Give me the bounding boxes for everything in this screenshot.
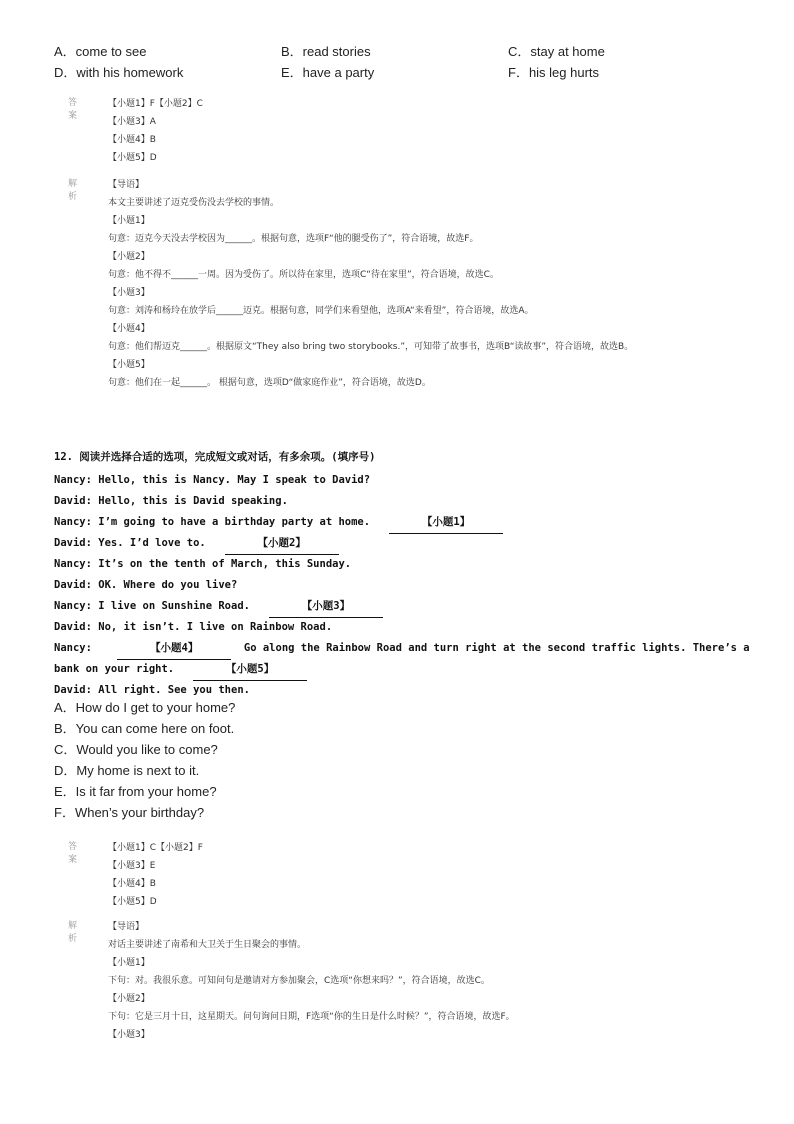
dialog-speaker: Nancy: [54,642,92,654]
q11-options [54,40,754,82]
option-f: F．When’s your birthday? [54,805,205,820]
answer-line: 【小题4】B [108,135,156,145]
option-a: A．come to see [54,44,147,59]
dialog-line [54,659,724,680]
blank-3[interactable]: 【小题3】 [269,596,383,618]
option-c: C．stay at home [508,44,605,59]
dialog-text: David: Hello, this is David speaking. [54,495,288,507]
dialog-text: Nancy: Hello, this is Nancy. May I speak to David? [54,474,371,486]
option-d: D．with his homework [54,65,184,80]
dialog-line [54,638,750,659]
answer-line: 【小题5】D [108,153,157,163]
analysis-line: 【小题3】 [108,288,150,298]
analysis-line: 句意：迈克今天没去学校因为______。根据句意，选项F“他的腿受伤了”，符合语境，故选F。 [108,234,479,244]
analysis-line: 下句：对。我很乐意。可知问句是邀请对方参加聚会，C选项“你想来吗？”，符合语境，故选C。 [108,976,490,986]
blank-4[interactable]: 【小题4】 [117,638,231,660]
dialog-text: Go along the Rainbow Road and turn right at the second traffic lights. There’s a [243,642,750,654]
answer-line: 【小题5】D [108,897,157,907]
analysis-line: 句意：他们在一起______。 根据句意，选项D“做家庭作业”，符合语境，故选D。 [108,378,431,388]
blank-1[interactable]: 【小题1】 [389,512,503,534]
question-title: 12. 阅读并选择合适的选项，完成短文或对话，有多余项。(填序号) [54,451,376,463]
option-b: B．You can come here on foot. [54,721,235,736]
analysis-line: 【导语】 [108,180,145,190]
analysis-line: 句意：他不得不______一周。因为受伤了。所以待在家里，选项C“待在家里”，符合语境，故选C。 [108,270,499,280]
answer-line: 【小题3】E [108,861,156,871]
analysis-line: 句意：刘涛和杨玲在放学后______迈克。根据句意，同学们来看望他，选项A“来看望”，符合语境，故选A。 [108,306,534,316]
blank-5[interactable]: 【小题5】 [193,659,307,681]
analysis-line: 【小题2】 [108,994,150,1004]
dialog-text: bank on your right. [54,663,175,675]
analysis-label: 解析 [68,179,82,202]
dialog-text: David: No, it isn’t. I live on Rainbow Road. [54,621,333,633]
analysis-line: 对话主要讲述了南希和大卫关于生日聚会的事情。 [108,940,307,950]
analysis-line: 【小题1】 [108,216,150,226]
dialog-line [54,596,724,617]
answer-line: 【小题1】C【小题2】F [108,843,203,853]
dialog-line [54,470,724,491]
analysis-line: 【小题1】 [108,958,150,968]
dialog-line: David: All right. See you then. [54,684,250,696]
dialog-line [54,491,724,512]
dialog-text: Nancy: I live on Sunshine Road. [54,600,250,612]
answer-label: 答案 [68,98,82,121]
option-b: B．read stories [281,44,371,59]
dialog-text: Nancy: It’s on the tenth of March, this Sunday. [54,558,352,570]
option-row [54,61,754,82]
analysis-line: 句意：他们帮迈克______。根据原文“They also bring two storybooks.”，可知带了故事书，选项B“读故事”，符合语境，故选B。 [108,342,634,352]
analysis-line: 【小题5】 [108,360,150,370]
option-e: E．Is it far from your home? [54,784,217,799]
analysis-line: 【小题3】 [108,1030,150,1040]
analysis-line: 下句：它是三月十日，这星期天。问句询问日期，F选项“你的生日是什么时候？”，符合语境，故选F。 [108,1012,515,1022]
dialog-text: David: Yes. I’d love to. [54,537,206,549]
blank-2[interactable]: 【小题2】 [225,533,339,555]
dialog-line [54,512,724,533]
option-a: A．How do I get to your home? [54,700,236,715]
option-c: C．Would you like to come? [54,742,218,757]
analysis-line: 本文主要讲述了迈克受伤没去学校的事情。 [108,198,280,208]
analysis-line: 【小题2】 [108,252,150,262]
dialog-line [54,575,724,596]
option-d: D．My home is next to it. [54,763,200,778]
q12-dialog [54,470,750,701]
answer-label: 答案 [68,842,82,865]
q12-options [54,697,235,823]
answer-line: 【小题4】B [108,879,156,889]
dialog-line [54,554,724,575]
dialog-text: David: OK. Where do you live? [54,579,238,591]
option-f: F．his leg hurts [508,65,600,80]
answer-line: 【小题1】F【小题2】C [108,99,203,109]
option-row [54,40,754,61]
analysis-line: 【小题4】 [108,324,150,334]
option-e: E．have a party [281,65,375,80]
dialog-line [54,533,724,554]
analysis-label: 解析 [68,921,82,944]
answer-line: 【小题3】A [108,117,156,127]
dialog-line [54,617,724,638]
dialog-text: Nancy: I’m going to have a birthday party at home. [54,516,371,528]
analysis-line: 【导语】 [108,922,145,932]
